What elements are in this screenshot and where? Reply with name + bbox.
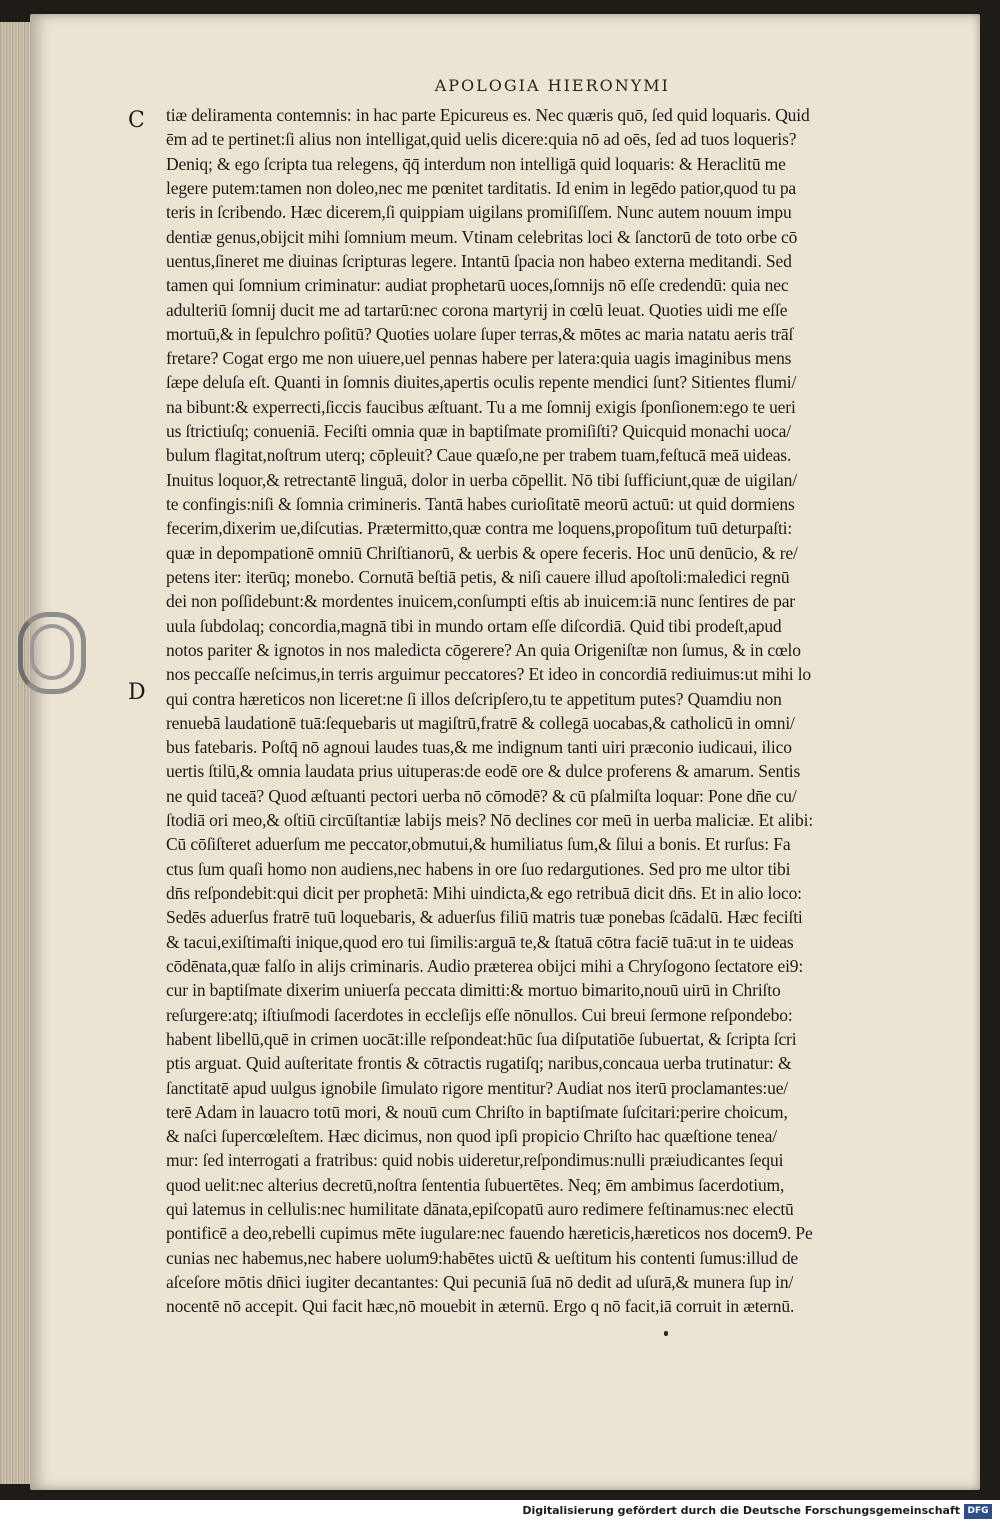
text-line: qui latemus in cellulis:nec humilitate dānata,epiſcopatū auro redimere feſtinamus:nec electū [166, 1199, 794, 1220]
text-line: mur: ſed interrogati a fratribus: quid nobis uideretur,reſpondimus:nulli præiudicantes ſequi [166, 1150, 784, 1171]
text-line: reſurgere:atq; iſtiuſmodi ſacerdotes in eccleſijs eſſe nōnullos. Cui breui ſermone reſpondebo: [166, 1004, 793, 1025]
text-line: renuebā laudationē tuā:ſequebaris ut magiſtrū,fratrē & collegā uocabas,& catholicū in omni/ [166, 712, 795, 733]
text-line: ctus ſum quaſi homo non audiens,nec habens in ore ſuo redargutiones. Sed pro me ultor tibi [166, 858, 791, 879]
text-line: teris in ſcribendo. Hæc dicerem,ſi quippiam uigilans promiſiſſem. Nunc autem nouum impu [166, 202, 792, 223]
text-line: bus fatebaris. Poſtq̄ nō agnoui laudes tuas,& me indignum tanti uiri præconio iudicaui, ilico [166, 737, 792, 758]
paper-clip-inner [30, 624, 74, 680]
text-line: dentiæ genus,obijcit mihi ſomnium meum. Vtinam celebritas loci & ſanctorū de toto orbe cō [166, 226, 798, 247]
text-line: cur in baptiſmate dixerim uniuerſa peccata dimitti:& mortuo bimarito,nouū uirū in Chriſto [166, 980, 781, 1001]
text-line: nocentē nō accepit. Qui facit hæc,nō mouebit in æternū. Ergo q nō facit,iā corruit in æternū. [166, 1296, 795, 1317]
text-line: ſtodiā ori meo,& oſtiū circūſtantiæ labijs meis? Nō declines cor meū in uerba maliciæ. Et alibi: [166, 810, 814, 831]
text-line: quæ in depompationē omniū Chriſtianorū, & uerbis & opere feceris. Hoc unū denūcio, & re/ [166, 542, 798, 563]
text-line: bulum flagitat,noſtrum uterq; cōpleuit? Caue quæſo,ne per trabem tuam,feſtucā meā uideas. [166, 445, 792, 466]
running-head [0, 76, 1000, 95]
text-line: fecerim,dixerim ue,diſcutias. Prætermitto,quæ contra me loquens,propoſitum tuū deturpaſti: [166, 518, 793, 539]
footer-credit: Digitalisierung gefördert durch die Deutsche Forschungsgemeinschaft [522, 1504, 960, 1517]
text-line: nos peccaſſe neſcimus,in terris arguimur peccatores? Et ideo in concordiā rediuimus:ut mihi lo [166, 664, 812, 685]
text-line: ſæpe deluſa eſt. Quanti in ſomnis diuites,apertis oculis repente mendici ſunt? Sitientes flumi/ [166, 372, 797, 393]
text-line: dei non poſſidebunt:& mordentes inuicem,conſumpti eſtis ab inuicem:iā nunc ſentires de par [166, 591, 795, 612]
text-line: fretare? Cogat ergo me non uiuere,uel pennas habere per latera:quia uagis imaginibus mens [166, 348, 792, 369]
margin-letter-d: D [128, 680, 146, 705]
text-line: terē Adam in lauacro totū mori, & nouū cum Chriſto in baptiſmate ſuſcitari:perire choicum, [166, 1101, 788, 1122]
text-line: Sedēs aduerſus fratrē tuū loquebaris, & aduerſus filiū matris tuæ ponebas ſcādalū. Hæc feciſti [166, 907, 803, 928]
text-line: na bibunt:& experrecti,ſiccis faucibus æſtuant. Tu a me ſomnij exigis ſponſionem:ego te ueri [166, 396, 796, 417]
text-line: legere putem:tamen non doleo,nec me pœnitet tarditatis. Id enim in legēdo patior,quod tu pa [166, 177, 797, 198]
margin-letter-c: C [128, 108, 145, 133]
text-line: ſanctitatē apud uulgus ignobile ſimulato rigore mentitur? Audiat nos iterū proclamantes:ue/ [166, 1077, 789, 1098]
text-line: Deniq; & ego ſcripta tua relegens, q̄q̄ interdum non intelligā quid loquaris: & Heraclitū me [166, 153, 786, 174]
text-line: habent libellū,quē in crimen uocāt:ille reſpondeat:hūc ſua diſputatiōe ſubuertat, & ſcripta ſcri [166, 1028, 797, 1049]
text-line: tiæ deliramenta contemnis: in hac parte Epicureus es. Nec quæris quō, ſed quid loquaris. Quid [166, 105, 810, 125]
body-text [166, 103, 926, 1319]
text-line: petens iter: iterūq; monebo. Cornutā beſtiā petis, & niſi cauere illud apoſtoli:maledici regnū [166, 566, 790, 587]
text-line: cunias nec habemus,nec habere uolum9:habētes uictū & ueſtitum his contenti ſumus:illud de [166, 1247, 799, 1268]
text-line: tamen qui ſomnium criminatur: audiat prophetarū uoces,ſomnijs nō eſſe credendū: quia nec [166, 275, 789, 296]
ink-mark [664, 1331, 668, 1336]
text-line: & naſci ſupercœleſtem. Hæc dicimus, non quod ipſi propicio Chriſto hac quæſtione tenea/ [166, 1126, 777, 1147]
text-line: Cū cōſiſteret aduerſum me peccator,obmutui,& humiliatus ſum,& ſilui a bonis. Et rurſus: Fa [166, 834, 791, 855]
text-line: Inuitus loquor,& retrectantē linguā, dolor in uerba cōpellit. Nō tibi ſufficiunt,quæ de uigilan/ [166, 469, 797, 490]
text-line: te confingis:niſi & ſomnia crimineris. Tantā habes curioſitatē meorū actuū: ut quid dormiens [166, 494, 795, 514]
text-line: quod uelit:nec alterius decretū,noſtra ſententia ſubuertētes. Neq; ēm ambimus ſacerdotium, [166, 1174, 785, 1195]
text-line: mortuū,& in ſepulchro poſitū? Quoties uolare ſuper terras,& mōtes ac maria natatu aeris trāſ [166, 323, 794, 344]
dfg-logo: DFG [964, 1504, 992, 1519]
text-line: pontificē a deo,rebelli cupimus mēte iugulare:nec fauendo hæreticis,hæreticos nos docem9. Pe [166, 1223, 813, 1244]
text-line: cōdēnata,quæ falſo in alijs criminaris. Audio præterea obijci mihi a Chryſogono ſectatore ei9: [166, 955, 804, 976]
text-line: adulteriū ſomnij ducit me ad tartarū:nec corona martyrij in cœlū leuat. Quoties uidi me eſſe [166, 299, 788, 320]
text-line: qui contra hæreticos non liceret:ne ſi illos deſcripſero,tu te appetitum putes? Quamdiu non [166, 688, 782, 709]
text-line: ne quid taceā? Quod æſtuanti pectori uerba nō cōmodē? & cū pſalmiſta loquar: Pone dn̄e cu/ [166, 785, 797, 806]
text-line: dn̄s reſpondebit:qui dicit per prophetā: Mihi uindicta,& ego retribuā dicit dn̄s. Et in alio loco: [166, 883, 802, 903]
running-head-text: APOLOGIA HIERONYMI [434, 76, 670, 95]
text-line: uentus,ſineret me diuinas ſcripturas legere. Intantū ſpacia non habeo externa meditandi. Sed [166, 250, 792, 271]
text-line: notos pariter & ignotos in nos maledicta cōgerere? An quia Origeniſtæ non ſumus, & in cœlo [166, 639, 801, 660]
text-line: & tacui,exiſtimaſti inique,quod ero tui ſimilis:arguā te,& ſtatuā cōtra faciē tuā:ut in te uideas [166, 931, 794, 952]
text-line: uertis ſtilū,& omnia laudata prius uituperas:de eodē ore & dulce proferens & amarum. Sentis [166, 761, 801, 782]
text-line: ēm ad te pertinet:ſi alius non intelligat,quid uelis dicere:quia nō ad oēs, ſed ad tuos loqueris? [166, 129, 797, 150]
footer-bar [0, 1500, 1000, 1525]
text-line: aſceſore mōtis dn̄ici iugiter decantantes: Qui pecuniā ſuā nō dedit ad uſurā,& munera ſup in/ [166, 1272, 794, 1292]
text-line: us ſtrictiuſq; conueniā. Feciſti omnia quæ in baptiſmate promiſiſti? Quicquid monachi uoca/ [166, 421, 791, 442]
text-line: ptis arguat. Quid auſteritate frontis & cōtractis rugatiſq; naribus,concaua uerba trutinatur: & [166, 1053, 792, 1074]
text-line: uula ſubdolaq; concordia,magnā tibi in mundo ortam eſſe diſcordiā. Quid tibi prodeſt,apud [166, 615, 782, 636]
